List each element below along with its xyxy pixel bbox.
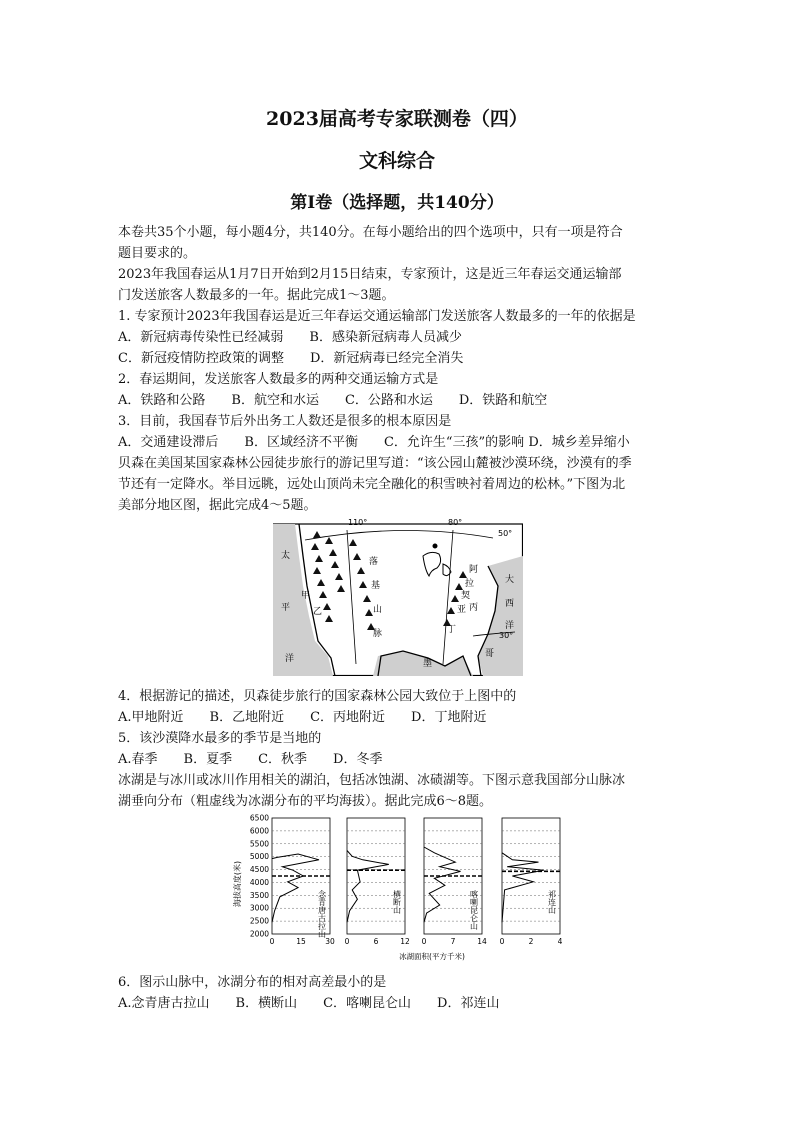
- map-label: 太: [281, 551, 291, 561]
- y-tick-label: 4500: [249, 865, 269, 875]
- map-lat-label: 50°: [498, 529, 513, 538]
- x-tick-label: 7: [450, 937, 456, 946]
- lake-area-profile: [347, 851, 389, 923]
- panel-name: 喀喇昆仑山: [469, 889, 479, 930]
- question-5-stem: 5．该沙漠降水最多的季节是当地的: [118, 731, 322, 746]
- chart-xlabel: 冰湖面积(平方千米): [399, 952, 465, 961]
- map-label: 洋: [505, 621, 515, 631]
- x-tick-label: 4: [557, 937, 563, 946]
- map-label: 乙: [313, 607, 323, 617]
- passage-line: 美部分地区图，据此完成4～5题。: [118, 498, 317, 513]
- passage-line: 冰湖是与冰川或冰川作用相关的湖泊，包括冰蚀湖、冰碛湖等。下图示意我国部分山脉冰: [118, 773, 626, 788]
- map-label: 阿: [469, 565, 479, 575]
- x-tick-label: 15: [296, 937, 306, 946]
- x-tick-label: 0: [269, 937, 275, 946]
- y-tick-label: 5000: [249, 852, 269, 862]
- x-tick-label: 6: [373, 937, 379, 946]
- panel-name: 横断山: [392, 889, 402, 914]
- question-4-stem: 4．根据游记的描述，贝森徒步旅行的国家森林公园大致位于上图中的: [118, 689, 517, 704]
- question-5-options: A.春季 B．夏季 C．秋季 D．冬季: [118, 752, 383, 767]
- panel-frame: [347, 818, 405, 934]
- map-lon-label: 80°: [448, 518, 463, 527]
- lake-area-profile: [424, 847, 461, 922]
- glacier-lake-chart: [232, 812, 572, 964]
- question-1-options: C．新冠疫情防控政策的调整 D．新冠病毒已经完全消失: [118, 351, 464, 366]
- map-label: 平: [281, 603, 291, 613]
- map-label: 哥: [485, 649, 495, 659]
- y-tick-label: 3000: [249, 903, 269, 913]
- y-tick-label: 5500: [249, 839, 269, 849]
- chart-panel: [500, 818, 563, 946]
- chart-ylabel: 海拔高度(米): [233, 860, 242, 908]
- map-label: 西: [505, 599, 515, 609]
- y-tick-label: 4000: [249, 877, 269, 887]
- x-tick-label: 12: [400, 937, 410, 946]
- passage-line: 节还有一定降水。举目远眺，远处山顶尚未完全融化的积雪映衬着周边的松林。”下图为北: [118, 477, 626, 492]
- x-tick-label: 0: [421, 937, 427, 946]
- question-2-options: A．铁路和公路 B．航空和水运 C．公路和水运 D．铁路和航空: [118, 393, 548, 408]
- map-label: 契: [461, 591, 471, 601]
- x-tick-label: 14: [477, 937, 487, 946]
- passage-line: 贝森在美国某国家森林公园徒步旅行的游记里写道：“该公园山麓被沙漠环绕，沙漠有的季: [118, 456, 632, 471]
- x-tick-label: 2: [528, 937, 534, 946]
- passage-line: 门发送旅客人数最多的一年。据此完成1～3题。: [118, 288, 395, 303]
- section-title: 第Ⅰ卷（选择题，共140分）: [290, 193, 504, 213]
- passage-line: 湖垂向分布（粗虚线为冰湖分布的平均海拔）。据此完成6～8题。: [118, 794, 493, 809]
- question-2-stem: 2．春运期间，发送旅客人数最多的两种交通运输方式是: [118, 372, 439, 387]
- map-label: 甲: [301, 591, 311, 601]
- y-tick-label: 2500: [249, 916, 269, 926]
- intro-line: 本卷共35个小题，每小题4分，共140分。在每小题给出的四个选项中，只有一项是符合: [118, 225, 623, 240]
- chart-panel: [270, 818, 335, 946]
- question-3-stem: 3．目前，我国春节后外出务工人数还是很多的根本原因是: [118, 414, 452, 429]
- chart-panel: [345, 818, 410, 946]
- y-tick-label: 6500: [249, 813, 269, 823]
- exam-title: 2023届高考专家联测卷（四）: [266, 108, 528, 130]
- map-lat-label: 30°: [499, 631, 514, 640]
- north-america-map: [273, 516, 523, 676]
- map-label: 亚: [457, 605, 467, 615]
- map-label: 丁: [447, 625, 457, 635]
- y-tick-label: 6000: [249, 826, 269, 836]
- question-6-stem: 6．图示山脉中，冰湖分布的相对高差最小的是: [118, 975, 387, 990]
- lake-area-profile: [502, 853, 544, 923]
- x-tick-label: 30: [325, 937, 335, 946]
- map-label: 洋: [285, 654, 295, 664]
- question-6-options: A.念青唐古拉山 B．横断山 C．喀喇昆仑山 D．祁连山: [118, 996, 500, 1011]
- chart-panel: [422, 818, 487, 946]
- map-label: 脉: [373, 629, 383, 639]
- panel-name: 祁连山: [547, 889, 557, 914]
- x-tick-label: 0: [344, 937, 350, 946]
- map-label: 大: [505, 575, 515, 585]
- map-label: 拉: [465, 579, 475, 589]
- exam-subject: 文科综合: [358, 150, 435, 172]
- map-label: 基: [371, 581, 381, 591]
- question-1-options: A．新冠病毒传染性已经减弱 B．感染新冠病毒人员减少: [118, 330, 462, 345]
- map-label: 落: [369, 557, 379, 567]
- y-tick-label: 3500: [249, 890, 269, 900]
- y-tick-label: 2000: [249, 929, 269, 939]
- lake-area-profile: [272, 854, 319, 922]
- question-1-stem: 1. 专家预计2023年我国春运是近三年春运交通运输部门发送旅客人数最多的一年的依据是: [118, 309, 636, 324]
- map-label: 墨: [423, 659, 433, 669]
- panel-name: 念青唐古拉山: [317, 889, 327, 938]
- panel-frame: [502, 818, 560, 934]
- question-4-options: A.甲地附近 B．乙地附近 C．丙地附近 D．丁地附近: [118, 710, 487, 725]
- intro-line: 题目要求的。: [118, 246, 197, 261]
- passage-line: 2023年我国春运从1月7日开始到2月15日结束，专家预计，这是近三年春运交通运输部: [118, 267, 622, 282]
- x-tick-label: 0: [499, 937, 505, 946]
- map-label: 丙: [469, 603, 479, 613]
- map-lon-label: 110°: [348, 518, 368, 527]
- question-3-options: A．交通建设滞后 B．区域经济不平衡 C．允许生“三孩”的影响 D．城乡差异缩小: [118, 435, 630, 450]
- map-label: 山: [373, 605, 383, 615]
